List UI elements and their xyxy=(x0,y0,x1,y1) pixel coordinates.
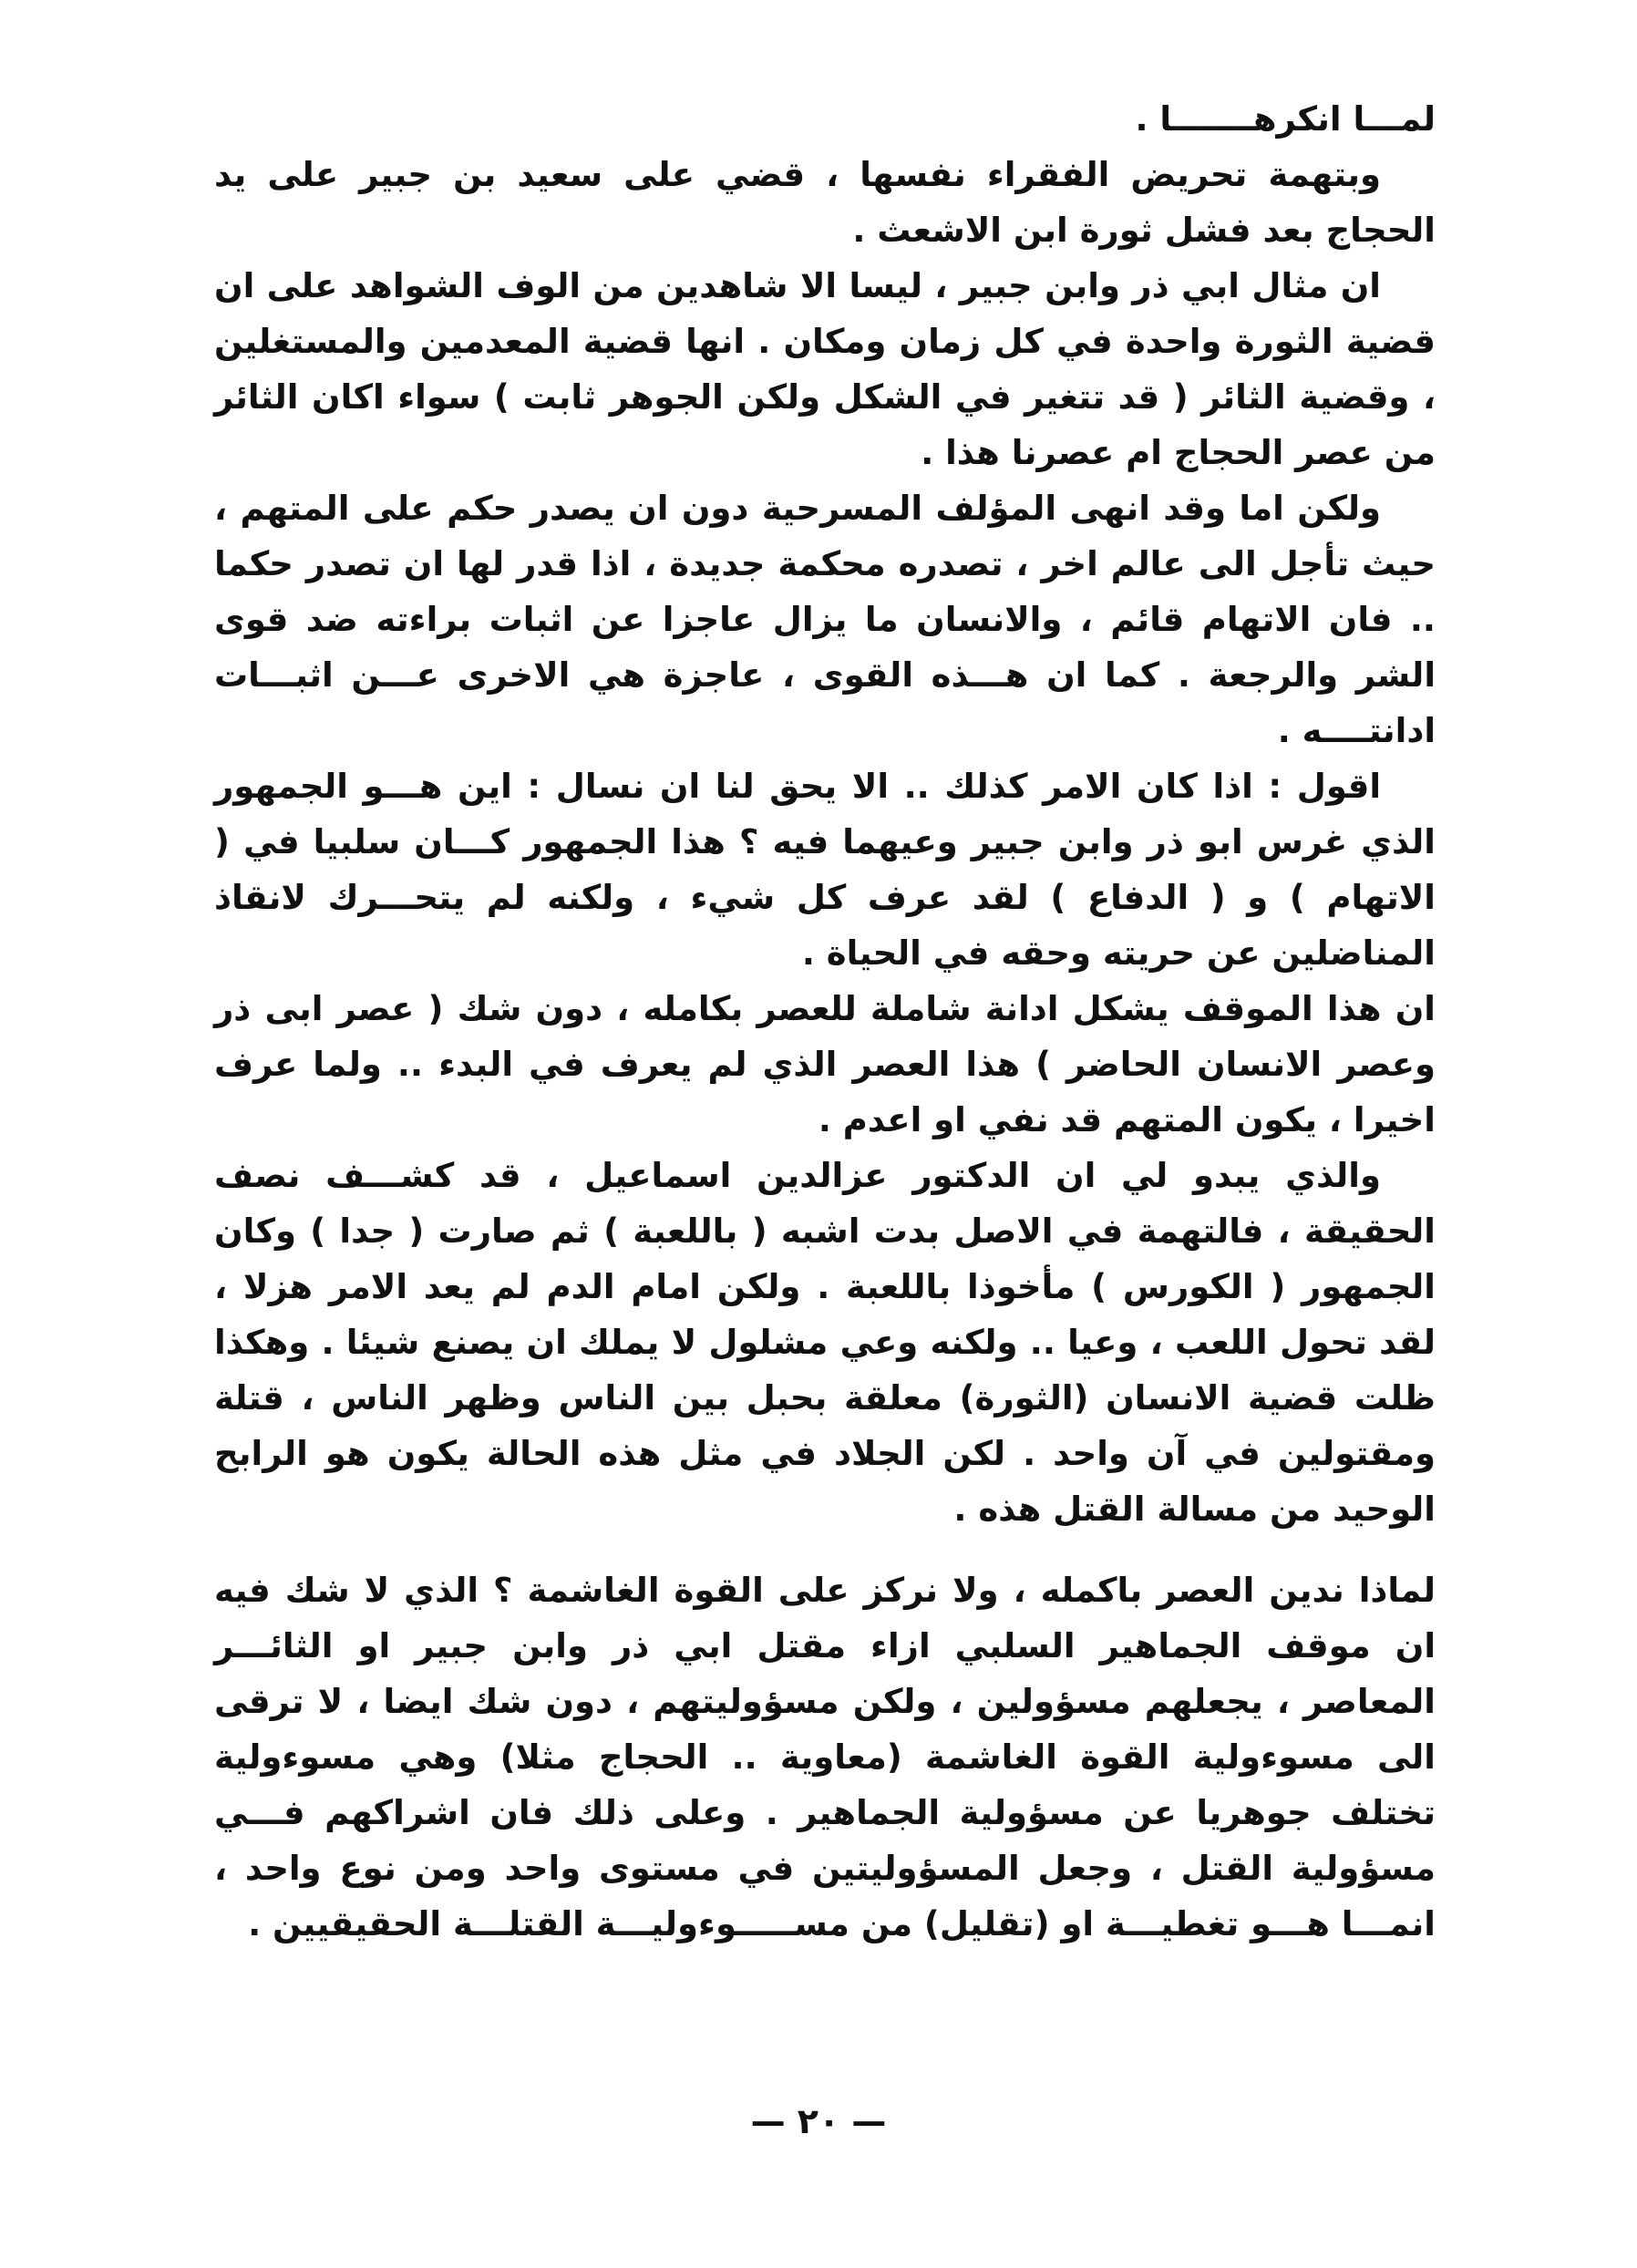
paragraph-ezzeddine-ismail: والذي يبدو لي ان الدكتور عزالدين اسماعيل ، قد كشـــف نصف الحقيقة ، فالتهمة في الاصل بدت اشبه ( باللعبة ) ثم صارت ( جدا ) وكان الجمهور ( الكورس ) مأخوذا باللعبة . ولكن امام الدم لم يعد الامر هزلا ، لقد تحول اللعب ، وعيا .. ولكنه وعي مشلول لا يملك ان يصنع شيئا . وهكذا ظلت قضية الانسان (الثورة) معلقة بحبل بين الناس وظهر الناس ، قتلة ومقتولين في آن واحد . لكن الجلاد في مثل هذه الحالة يكون هو الرابح الوحيد من مسالة القتل هذه . xyxy=(214,1156,1436,1529)
paragraph-condemnation: ان هذا الموقف يشكل ادانة شاملة للعصر بكامله ، دون شك ( عصر ابى ذر وعصر الانسان الحاضر ) هذا العصر الذي لم يعرف في البدء .. ولما عرف اخيرا ، يكون المتهم قد نفي او اعدم . xyxy=(214,989,1436,1139)
paragraph-abu-dhar-example: ان مثال ابي ذر وابن جبير ، ليسا الا شاهدين من الوف الشواهد على ان قضية الثورة واحدة في كل زمان ومكان . انها قضية المعدمين والمستغلين ، وقضية الثائر ( قد تتغير في الشكل ولكن الجوهر ثابت ) سواء اكان الثائر من عصر الحجاج ام عصرنا هذا . xyxy=(214,266,1436,472)
paragraph-said-bin-jubair: وبتهمة تحريض الفقراء نفسها ، قضي على سعيد بن جبير على يد الحجاج بعد فشل ثورة ابن الاشعث . xyxy=(214,155,1436,250)
paragraph-continuation: لمـــا انكرهـــــــا . xyxy=(1135,99,1436,139)
paragraph-where-is-audience: اقول : اذا كان الامر كذلك .. الا يحق لنا ان نسال : اين هـــو الجمهور الذي غرس ابو ذر وابن جبير وعيهما فيه ؟ هذا الجمهور كـــان سلبيا في ( الاتهام ) و ( الدفاع ) لقد عرف كل شيء ، ولكنه لم يتحـــرك لانقاذ المناضلين عن حريته وحقه في الحياة . xyxy=(214,767,1436,973)
paragraph-play-ending: ولكن اما وقد انهى المؤلف المسرحية دون ان يصدر حكم على المتهم ، حيث تأجل الى عالم اخر ، تصدره محكمة جديدة ، اذا قدر لها ان تصدر حكما .. فان الاتهام قائم ، والانسان ما يزال عاجزا عن اثبات براءته ضد قوى الشر والرجعة . كما ان هـــذه القوى ، عاجزة هي الاخرى عـــن اثبـــات ادانتــــه . xyxy=(214,489,1436,750)
document-page xyxy=(214,91,1436,2188)
paragraph-why-condemn-era: لماذا ندين العصر باكمله ، ولا نركز على القوة الغاشمة ؟ الذي لا شك فيه ان موقف الجماهير السلبي ازاء مقتل ابي ذر وابن جبير او الثائـــر المعاصر ، يجعلهم مسؤولين ، ولكن مسؤوليتهم ، دون شك ايضا ، لا ترقى الى مسوءولية القوة الغاشمة (معاوية .. الحجاج مثلا) وهي مسوءولية تختلف جوهريا عن مسؤولية الجماهير . وعلى ذلك فان اشراكهم فـــي مسؤولية القتل ، وجعل المسؤوليتين في مستوى واحد ومن نوع واحد ، انمـــا هـــو تغطيـــة او (تقليل) من مســـــوءوليـــة القتلـــة الحقيقيين . xyxy=(214,1571,1436,1943)
page-number: — ٢٠ — xyxy=(750,2101,887,2141)
